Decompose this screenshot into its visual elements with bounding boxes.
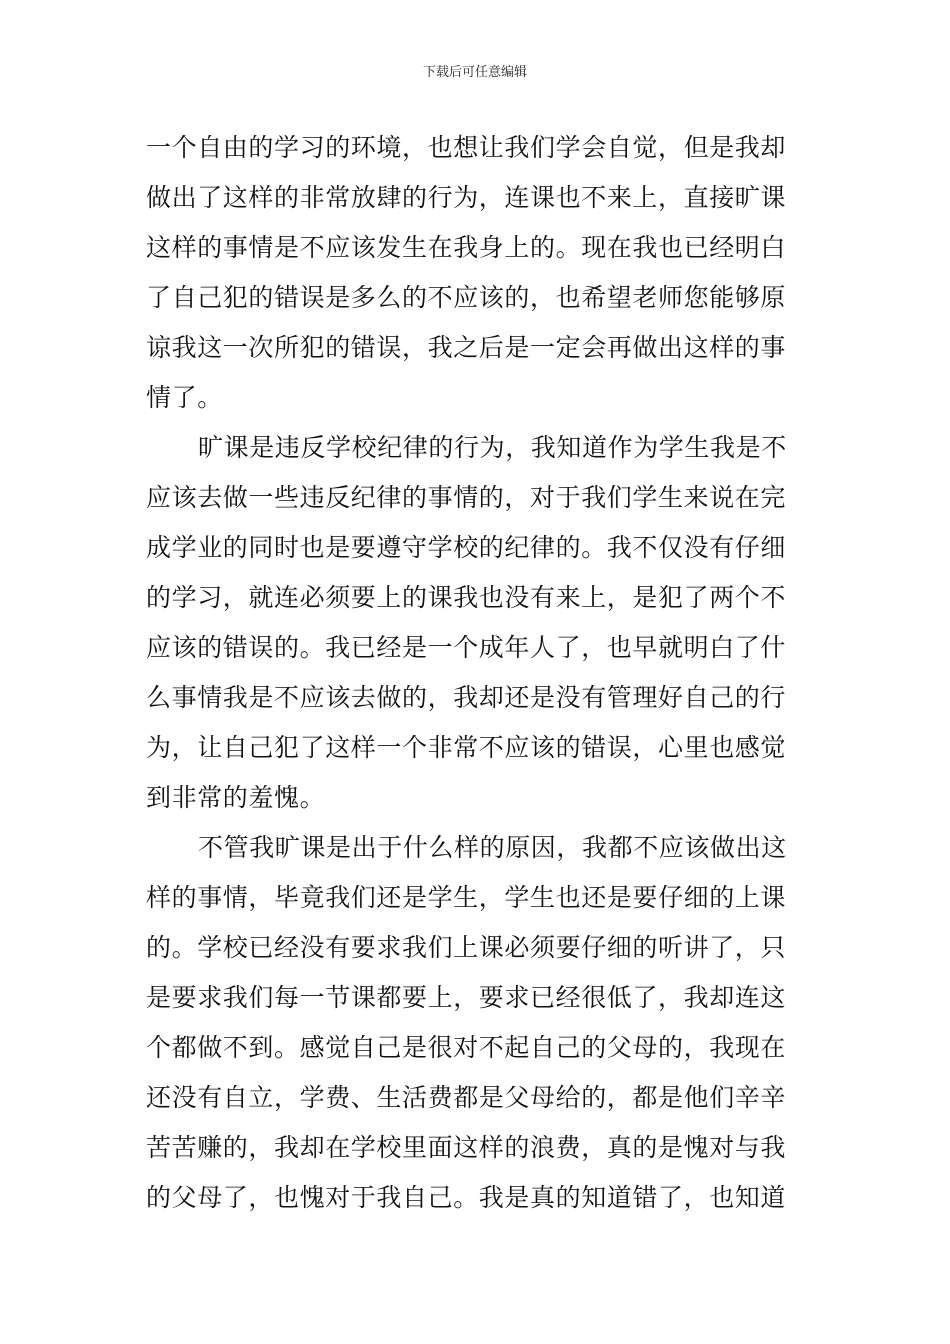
text-line: 样的事情，毕竟我们还是学生，学生也还是要仔细的上课 xyxy=(146,883,787,912)
text-line: 还没有自立，学费、生活费都是父母给的，都是他们辛辛 xyxy=(146,1083,787,1112)
text-line: 的父母了，也愧对于我自己。我是真的知道错了，也知道 xyxy=(146,1183,787,1212)
text-line: 应该去做一些违反纪律的事情的，对于我们学生来说在完 xyxy=(146,483,787,512)
text-line: 苦苦赚的，我却在学校里面这样的浪费，真的是愧对与我 xyxy=(146,1133,787,1162)
text-line: 的学习，就连必须要上的课我也没有来上，是犯了两个不 xyxy=(146,583,787,612)
page-header: 下载后可任意编辑 xyxy=(422,65,527,80)
text-line: 个都做不到。感觉自己是很对不起自己的父母的，我现在 xyxy=(146,1033,787,1062)
text-line: 为，让自己犯了这样一个非常不应该的错误，心里也感觉 xyxy=(146,733,787,762)
text-line: 了自己犯的错误是多么的不应该的，也希望老师您能够原 xyxy=(146,283,787,312)
paragraph-start-line: 不管我旷课是出于什么样的原因，我都不应该做出这 xyxy=(198,833,787,862)
text-line: 谅我这一次所犯的错误，我之后是一定会再做出这样的事 xyxy=(146,333,787,362)
text-line: 么事情我是不应该去做的，我却还是没有管理好自己的行 xyxy=(146,683,787,712)
text-line: 是要求我们每一节课都要上，要求已经很低了，我却连这 xyxy=(146,983,787,1012)
text-line: 做出了这样的非常放肆的行为，连课也不来上，直接旷课 xyxy=(146,183,787,212)
text-line: 情了。 xyxy=(146,383,223,412)
text-line: 一个自由的学习的环境，也想让我们学会自觉，但是我却 xyxy=(146,133,787,162)
paragraph-start-line: 旷课是违反学校纪律的行为，我知道作为学生我是不 xyxy=(198,433,787,462)
text-line: 这样的事情是不应该发生在我身上的。现在我也已经明白 xyxy=(146,233,787,262)
text-line: 到非常的羞愧。 xyxy=(146,783,326,812)
text-line: 应该的错误的。我已经是一个成年人了，也早就明白了什 xyxy=(146,633,787,662)
text-line: 的。学校已经没有要求我们上课必须要仔细的听讲了，只 xyxy=(146,933,787,962)
document-body xyxy=(146,123,810,1223)
text-line: 成学业的同时也是要遵守学校的纪律的。我不仅没有仔细 xyxy=(146,533,787,562)
